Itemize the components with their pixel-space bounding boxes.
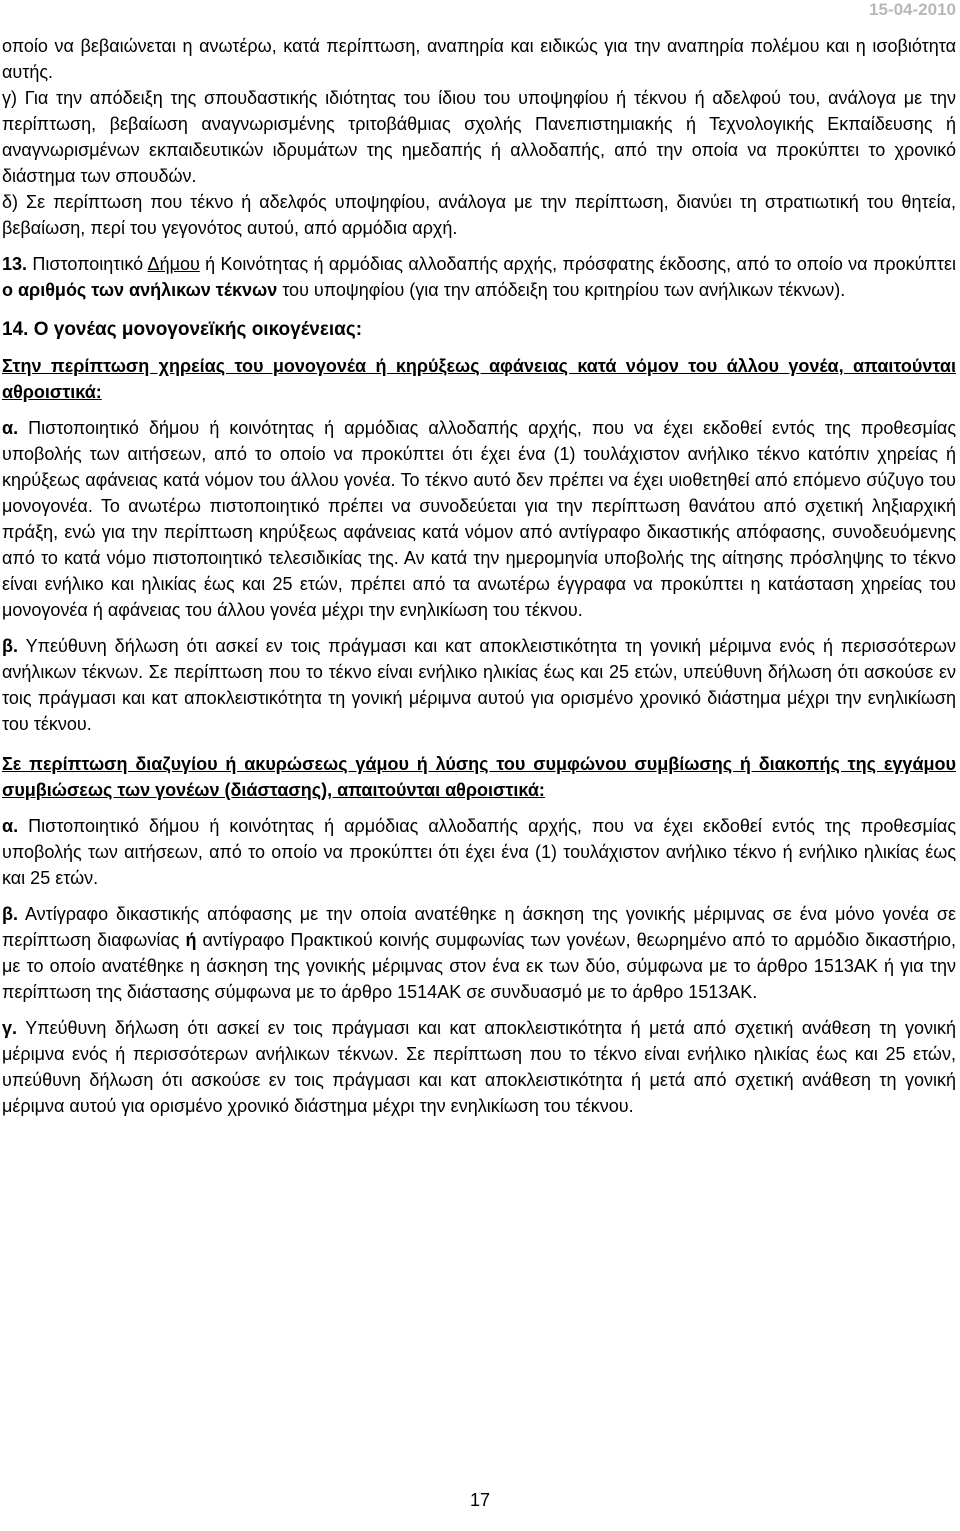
paragraph-intro: οποίο να βεβαιώνεται η ανωτέρω, κατά περίπτωση, αναπηρία και ειδικώς για την αναπηρία πολέμου και η ισοβιότητα αυτής. [2,36,956,82]
divorce-alpha-label: α. [2,816,19,836]
paragraph-13-text-a: Πιστοποιητικό [27,254,148,274]
divorce-alpha [2,813,956,891]
widow-alpha-label: α. [2,418,19,438]
item-number-13: 13. [2,254,28,274]
widow-heading: Στην περίπτωση χηρείας του μονογονέα ή κηρύξεως αφάνειας κατά νόμον του άλλου γονέα, απαιτούνται αθροιστικά: [2,356,956,402]
paragraph-13-text-c: του υποψηφίου (για την απόδειξη του κριτηρίου των ανήλικων τέκνων). [277,280,846,300]
page-number: 17 [469,1490,491,1510]
widow-alpha-text: Πιστοποιητικό δήμου ή κοινότητας ή αρμόδιας αλλοδαπής αρχής, που να έχει εκδοθεί εντός της προθεσμίας υποβολής των αιτήσεων, από το οποίο να προκύπτει ότι έχει ένα (1) τουλάχιστον ανήλικο τέκνο κατόπιν χηρείας ή κηρύξεως αφάνειας κατά νόμον του άλλου γονέα. Το τέκνο αυτό δεν πρέπει να έχει υιοθετηθεί από επόμενο σύζυγο του μονογονέα. Το ανωτέρω πιστοποιητικό πρέπει να συνοδεύεται για την περίπτωση θανάτου από σχετική ληξιαρχική πράξη, ενώ για την περίπτωση κηρύξεως αφάνειας κατά νόμον από αντίγραφο δικαστικής απόφασης, συνοδευόμενης από το κατά νόμο πιστοποιητικό τελεσιδικίας της. Αν κατά την ημερομηνία υποβολής της αίτησης πρόσληψης το τέκνο είναι ενήλικο και ηλικίας έως και 25 ετών, πρέπει από τα ανωτέρω έγγραφα να προκύπτει η κατάσταση χηρείας του μονογονέα ή αφάνειας του άλλου γονέα μέχρι την ενηλικίωση του τέκνου. [2,418,956,620]
paragraph-13-text-b: ή Κοινότητας ή αρμόδιας αλλοδαπής αρχής, πρόσφατης έκδοσης, από το οποίο να προκύπτει [199,254,956,274]
widow-beta [2,633,956,737]
divorce-beta [2,901,956,1005]
divorce-gamma-text: Υπεύθυνη δήλωση ότι ασκεί εν τοις πράγμασι και κατ αποκλειστικότητα ή μετά από σχετική ανάθεση τη γονική μέριμνα ενός ή περισσότερων ανήλικων τέκνων. Σε περίπτωση που το τέκνο είναι ενήλικο ηλικίας έως και 25 ετών, υπεύθυνη δήλωση ότι ασκούσε εν τοις πράγμασι και κατ αποκλειστικότητα ή μετά από σχετική ανάθεση τη γονική μέριμνα αυτού για ορισμένο χρονικό διάστημα μέχρι την ενηλικίωση του τέκνου. [2,1018,956,1116]
widow-alpha [2,415,956,623]
divorce-gamma [2,1015,956,1119]
widow-beta-label: β. [2,636,18,656]
document-body [2,33,956,1119]
header-date: 15-04-2010 [869,0,956,19]
paragraph-gamma: γ) Για την απόδειξη της σπουδαστικής ιδιότητας του ίδιου του υποψηφίου ή τέκνου ή αδελφού του, ανάλογα με την περίπτωση, βεβαίωση αναγνωρισμένης τριτοβάθμιας σχολής Πανεπιστημιακής ή Τεχνολογικής Εκπαίδευσης ή αναγνωρισμένων εκπαιδευτικών ιδρυμάτων της ημεδαπής ή αλλοδαπής, από την οποία να προκύπτει το χρονικό διάστημα των σπουδών. [2,88,956,186]
paragraph-13 [2,251,956,303]
divorce-beta-text-a: Αντίγραφο δικαστικής απόφασης με την οποία ανατέθηκε η άσκηση της γονικής μέριμνας σε ένα μόνο γονέα σε περίπτωση διαφωνίας [2,904,956,950]
widow-beta-text: Υπεύθυνη δήλωση ότι ασκεί εν τοις πράγμασι και κατ αποκλειστικότητα τη γονική μέριμνα ενός ή περισσότερων ανήλικων τέκνων. Σε περίπτωση που το τέκνο είναι ενήλικο ηλικίας έως και 25 ετών, υπεύθυνη δήλωση ότι ασκούσε εν τοις πράγμασι και κατ αποκλειστικότητα τη γονική μέριμνα αυτού για ορισμένο χρονικό διάστημα μέχρι την ενηλικίωση του τέκνου. [2,636,956,734]
divorce-beta-bold-or: ή [185,930,197,950]
dimos-underlined: Δήμου [147,254,200,274]
divorce-beta-text-b: αντίγραφο Πρακτικού κοινής συμφωνίας των γονέων, θεωρημένο από το αρμόδιο δικαστήριο, με το οποίο ανατέθηκε η άσκηση της γονικής μέριμνας στον ένα εκ των δύο, σύμφωνα με το άρθρο 1513ΑΚ ή για την περίπτωση της διάστασης σύμφωνα με το άρθρο 1514ΑΚ σε συνδυασμό με το άρθρο 1513ΑΚ. [2,930,956,1002]
divorce-heading: Σε περίπτωση διαζυγίου ή ακυρώσεως γάμου ή λύσης του συμφώνου συμβίωσης ή διακοπής της εγγάμου συμβιώσεως των γονέων (διάστασης), απαιτούνται αθροιστικά: [2,754,956,800]
divorce-gamma-label: γ. [2,1018,18,1038]
paragraph-delta: δ) Σε περίπτωση που τέκνο ή αδελφός υποψηφίου, ανάλογα με την περίπτωση, διανύει τη στρατιωτική του θητεία, βεβαίωση, περί του γεγονότος αυτού, από αρμόδια αρχή. [2,192,956,238]
divorce-alpha-text: Πιστοποιητικό δήμου ή κοινότητας ή αρμόδιας αλλοδαπής αρχής, που να έχει εκδοθεί εντός της προθεσμίας υποβολής των αιτήσεων, από το οποίο να προκύπτει ότι έχει ένα (1) τουλάχιστον ανήλικο τέκνο ή ενήλικο ηλικίας έως και 25 ετών. [2,816,956,888]
paragraph-13-bold: ο αριθμός των ανήλικων τέκνων [2,280,278,300]
heading-14: 14. Ο γονέας μονογονεϊκής οικογένειας: [2,319,363,340]
divorce-beta-label: β. [2,904,18,924]
